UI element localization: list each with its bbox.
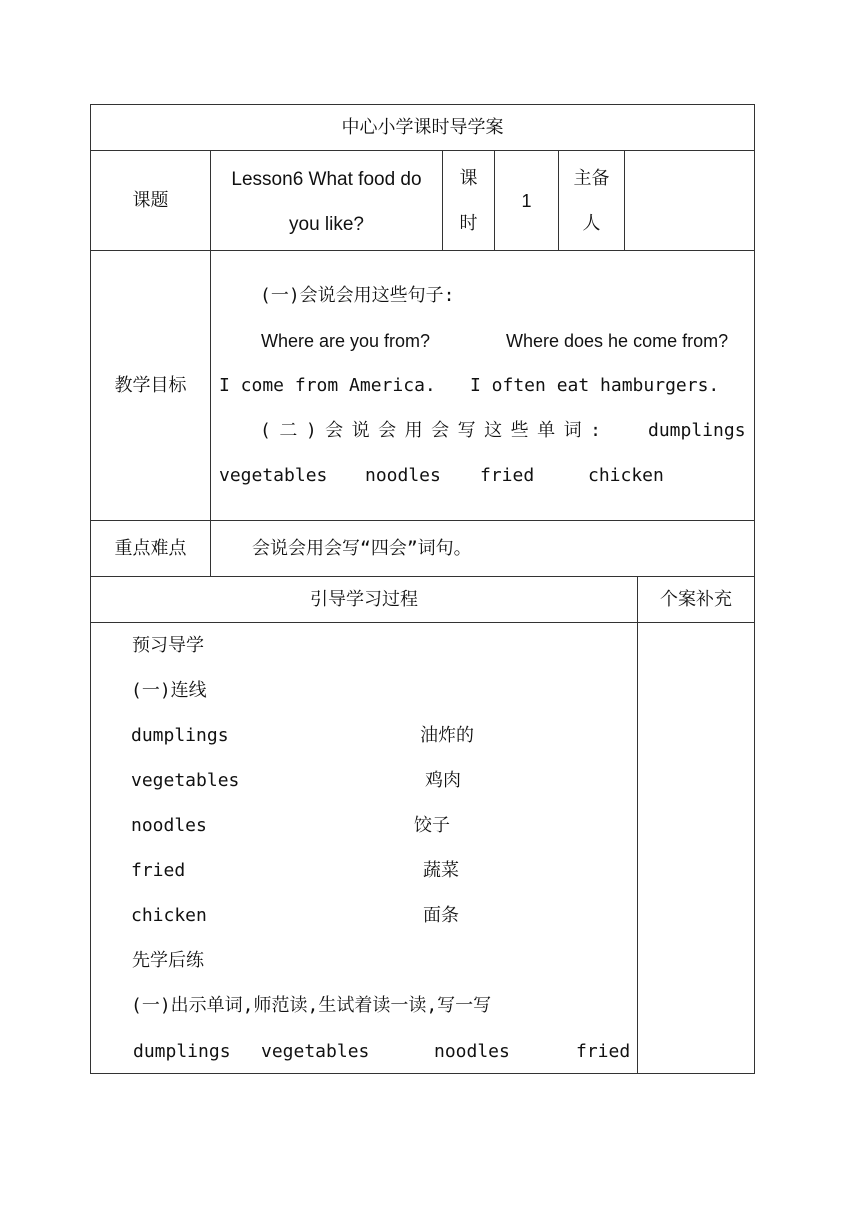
objectives-part2-title: (二)会说会用会写这些单词: — [260, 420, 610, 441]
match-left-word: fried — [131, 860, 186, 881]
match-right-word: 面条 — [423, 905, 459, 926]
preview-title: 预习导学 — [132, 635, 204, 656]
preparer-label-cell — [558, 150, 625, 251]
objective-word: vegetables — [219, 465, 328, 486]
match-left-word: vegetables — [131, 770, 240, 791]
practice-title: 先学后练 — [132, 950, 204, 971]
match-left-word: chicken — [131, 905, 207, 926]
match-right-word: 鸡肉 — [425, 770, 461, 791]
side-content-cell — [637, 622, 755, 1074]
match-title: (一)连线 — [131, 680, 207, 701]
match-right-word: 蔬菜 — [423, 860, 459, 881]
objective-word: dumplings — [648, 420, 746, 441]
objective-sentence: Where are you from? — [261, 331, 431, 351]
objective-word: noodles — [365, 465, 441, 486]
lesson-plan-table — [90, 104, 755, 1074]
topic-value-cell — [210, 150, 443, 251]
objective-sentence: I come from America. — [219, 375, 436, 396]
practice-word: dumplings — [133, 1041, 231, 1062]
period-label-bottom: 时 — [459, 213, 478, 234]
match-left-word: dumplings — [131, 725, 229, 746]
objective-word: chicken — [588, 465, 664, 486]
match-left-word: noodles — [131, 815, 207, 836]
practice-step: (一)出示单词,师范读,生试着读一读,写一写 — [131, 995, 492, 1016]
preparer-value-cell — [624, 150, 755, 251]
topic-title-line-2: you like? — [289, 214, 364, 235]
period-label-cell — [442, 150, 495, 251]
key-points-label: 重点难点 — [114, 538, 187, 559]
match-right-word: 油炸的 — [420, 725, 474, 746]
key-points-text: 会说会用会写“四会”词句。 — [252, 538, 472, 559]
practice-word: noodles — [434, 1041, 510, 1062]
practice-word: fried — [576, 1041, 631, 1062]
document-title: 中心小学课时导学案 — [341, 117, 504, 138]
side-header: 个案补充 — [660, 589, 732, 610]
objectives-part1-title: (一)会说会用这些句子: — [260, 285, 455, 306]
topic-title-line-1: Lesson6 What food do — [231, 169, 422, 190]
objective-sentence: I often eat hamburgers. — [470, 375, 720, 396]
period-value: 1 — [521, 191, 532, 211]
objectives-label: 教学目标 — [114, 375, 187, 396]
match-right-word: 饺子 — [414, 815, 450, 836]
objective-word: fried — [480, 465, 535, 486]
topic-label: 课题 — [132, 190, 169, 211]
process-header: 引导学习过程 — [310, 589, 418, 610]
objective-sentence: Where does he come from? — [506, 331, 729, 351]
preparer-label-bottom: 人 — [582, 213, 601, 234]
period-label-top: 课 — [459, 168, 478, 189]
practice-word: vegetables — [261, 1041, 370, 1062]
preparer-label-top: 主备 — [573, 168, 610, 189]
